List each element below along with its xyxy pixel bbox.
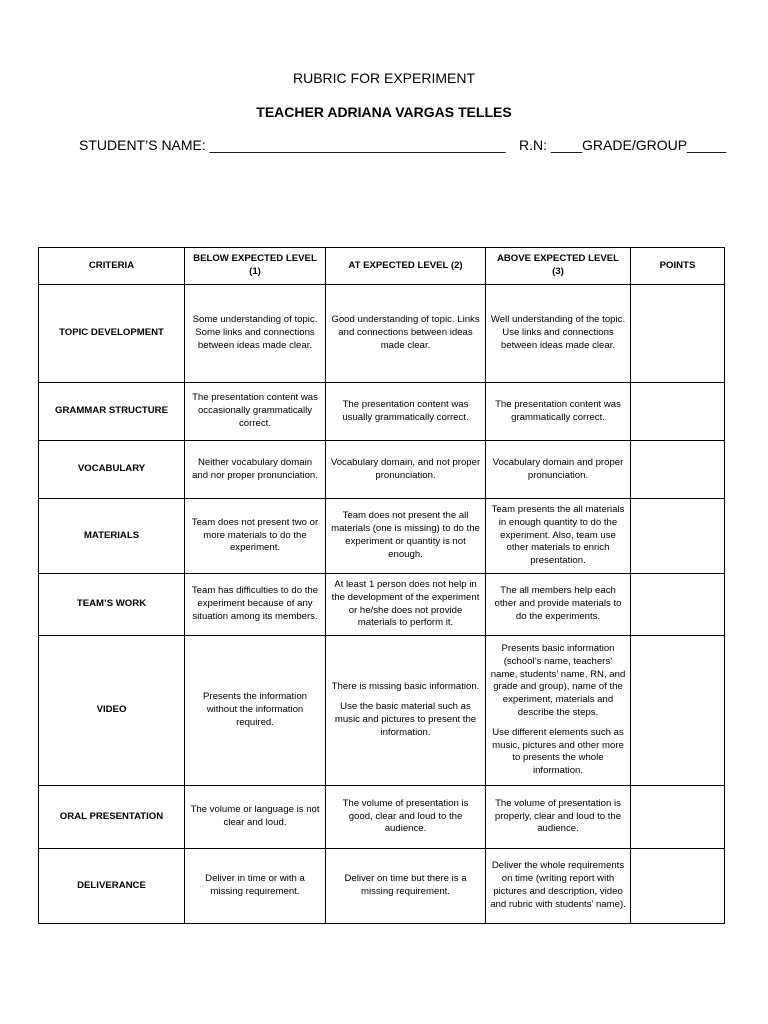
below-level-cell — [185, 383, 326, 441]
above-level-text: Deliver the whole requirements on time (writing report with pictures and description, video and rubric with students’ name). — [490, 860, 626, 910]
student-info-line — [79, 137, 724, 153]
below-level-cell — [185, 441, 326, 499]
below-level-text: The presentation content was occasionally grammatically correct. — [192, 392, 318, 429]
criteria-cell: GRAMMAR STRUCTURE — [39, 383, 185, 441]
above-level-text: Vocabulary domain and proper pronunciation. — [492, 456, 624, 481]
below-level-text: The volume or language is not clear and loud. — [190, 804, 320, 828]
points-cell[interactable] — [631, 441, 725, 499]
above-level-text: The all members help each other and provide materials to do the experiments. — [494, 585, 622, 622]
at-level-text: The presentation content was usually grammatically correct. — [342, 398, 469, 423]
above-level-cell — [486, 383, 631, 441]
at-level-text: Use the basic material such as music and pictures to present the information. — [334, 701, 477, 738]
document-title: RUBRIC FOR EXPERIMENT — [292, 70, 475, 86]
below-level-text: Presents the information without the information required. — [203, 691, 307, 728]
below-level-cell — [185, 786, 326, 849]
header-above-expected: ABOVE EXPECTED LEVEL (3) — [486, 248, 631, 285]
below-level-text: Neither vocabulary domain and nor proper pronunciation. — [192, 456, 318, 481]
at-level-text: At least 1 person does not help in the development of the experiment or he/she does not provide materials to perform it. — [331, 578, 480, 629]
at-level-text: Deliver on time but there is a missing requirement. — [344, 873, 467, 897]
at-level-text: Good understanding of topic. Links and connections between ideas made clear. — [331, 314, 480, 351]
above-level-cell — [486, 574, 631, 636]
at-level-text: Team does not present the all materials (one is missing) to do the experiment or quantity is not enough. — [331, 510, 480, 560]
header-points: POINTS — [631, 248, 725, 285]
above-level-text: Presents basic information (school’s name, teachers’ name, students’ name, RN, and grade and group), name of the experiment, materials and describe the steps. — [490, 643, 626, 718]
criteria-cell: ORAL PRESENTATION — [39, 786, 185, 849]
below-level-text: Team has difficulties to do the experiment because of any situation among its members. — [191, 585, 319, 622]
table-row — [39, 383, 725, 441]
criteria-cell: TOPIC DEVELOPMENT — [39, 285, 185, 383]
points-cell[interactable] — [631, 786, 725, 849]
below-level-cell — [185, 499, 326, 574]
above-level-cell — [486, 636, 631, 786]
table-row — [39, 499, 725, 574]
below-level-cell — [185, 285, 326, 383]
above-level-cell — [486, 849, 631, 924]
at-level-cell — [326, 786, 486, 849]
rubric-table — [38, 247, 725, 924]
criteria-cell: VIDEO — [39, 636, 185, 786]
table-row — [39, 849, 725, 924]
at-level-cell — [326, 441, 486, 499]
points-cell[interactable] — [631, 499, 725, 574]
criteria-cell: VOCABULARY — [39, 441, 185, 499]
above-level-text: Well understanding of the topic. Use links and connections between ideas made clear. — [490, 314, 626, 351]
at-level-cell — [326, 636, 486, 786]
above-level-text: Team presents the all materials in enough quantity to do the experiment. Also, team use other materials to enrich presentation. — [491, 504, 625, 567]
at-level-cell — [326, 285, 486, 383]
above-level-text: The presentation content was grammatically correct. — [495, 398, 621, 423]
rn-grade-group-field: R.N: ____GRADE/GROUP_____ — [519, 137, 726, 153]
at-level-cell — [326, 849, 486, 924]
above-level-cell — [486, 285, 631, 383]
table-row — [39, 574, 725, 636]
below-level-text: Deliver in time or with a missing requirement. — [205, 873, 305, 897]
table-row — [39, 636, 725, 786]
points-cell[interactable] — [631, 574, 725, 636]
points-cell[interactable] — [631, 849, 725, 924]
points-cell[interactable] — [631, 285, 725, 383]
below-level-cell — [185, 574, 326, 636]
above-level-cell — [486, 441, 631, 499]
criteria-cell: MATERIALS — [39, 499, 185, 574]
student-name-field: STUDENT’S NAME: ______________________________________ — [79, 137, 506, 153]
above-level-text: The volume of presentation is properly, clear and loud to the audience. — [494, 797, 622, 835]
above-level-text: Use different elements such as music, pictures and other more to presents the whole information. — [492, 726, 624, 777]
points-cell[interactable] — [631, 636, 725, 786]
table-row — [39, 285, 725, 383]
header-below-expected: BELOW EXPECTED LEVEL (1) — [185, 248, 326, 285]
below-level-cell — [185, 849, 326, 924]
table-row — [39, 786, 725, 849]
at-level-text: The volume of presentation is good, clear and loud to the audience. — [342, 797, 469, 835]
below-level-text: Team does not present two or more materials to do the experiment. — [191, 516, 319, 554]
above-level-cell — [486, 786, 631, 849]
at-level-cell — [326, 499, 486, 574]
criteria-cell: TEAM’S WORK — [39, 574, 185, 636]
above-level-cell — [486, 499, 631, 574]
below-level-cell — [185, 636, 326, 786]
header-criteria: CRITERIA — [39, 248, 185, 285]
criteria-cell: DELIVERANCE — [39, 849, 185, 924]
at-level-text: Vocabulary domain, and not proper pronunciation. — [330, 456, 481, 481]
below-level-text: Some understanding of topic. Some links and connections between ideas made clear. — [192, 314, 318, 351]
header-row — [39, 248, 725, 285]
points-cell[interactable] — [631, 383, 725, 441]
at-level-cell — [326, 383, 486, 441]
header-at-expected: AT EXPECTED LEVEL (2) — [326, 248, 486, 285]
at-level-cell — [326, 574, 486, 636]
table-row — [39, 441, 725, 499]
teacher-name: TEACHER ADRIANA VARGAS TELLES — [256, 104, 512, 120]
at-level-text: There is missing basic information. — [331, 681, 480, 693]
